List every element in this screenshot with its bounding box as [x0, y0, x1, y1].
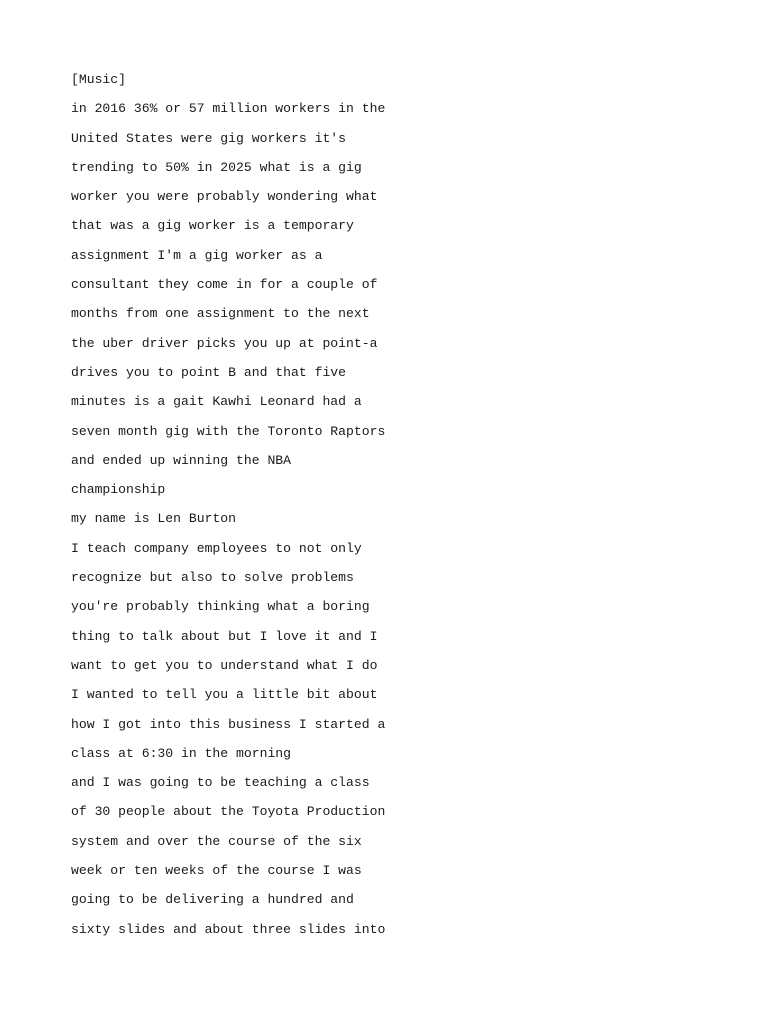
transcript-line: in 2016 36% or 57 million workers in the — [71, 101, 386, 117]
transcript-line: how I got into this business I started a — [71, 716, 386, 732]
transcript-line: and ended up winning the NBA — [71, 452, 292, 468]
transcript-line: minutes is a gait Kawhi Leonard had a — [71, 394, 362, 410]
transcript-line: drives you to point B and that five — [71, 364, 347, 380]
transcript-line: assignment I'm a gig worker as a — [71, 247, 323, 263]
transcript-line: trending to 50% in 2025 what is a gig — [71, 159, 362, 175]
transcript-line: you're probably thinking what a boring — [71, 599, 370, 615]
transcript-line: that was a gig worker is a temporary — [71, 218, 354, 234]
transcript-line: my name is Len Burton — [71, 511, 237, 527]
transcript-line: week or ten weeks of the course I was — [71, 863, 362, 879]
transcript-line: I wanted to tell you a little bit about — [71, 687, 378, 703]
transcript-line: [Music] — [71, 72, 127, 87]
transcript-line: months from one assignment to the next — [71, 306, 370, 322]
transcript-line: going to be delivering a hundred and — [71, 892, 354, 908]
transcript-line: system and over the course of the six — [71, 833, 362, 849]
transcript-line: championship — [71, 482, 166, 498]
transcript-line: the uber driver picks you up at point-a — [71, 335, 378, 351]
transcript-text — [71, 69, 385, 948]
transcript-line: United States were gig workers it's — [71, 130, 347, 146]
transcript-line: class at 6:30 in the morning — [71, 745, 292, 761]
transcript-line: thing to talk about but I love it and I — [71, 628, 378, 644]
transcript-line: sixty slides and about three slides into — [71, 921, 386, 937]
transcript-line: seven month gig with the Toronto Raptors — [71, 423, 386, 439]
transcript-line: of 30 people about the Toyota Production — [71, 804, 386, 820]
transcript-line: consultant they come in for a couple of — [71, 277, 378, 293]
transcript-line: and I was going to be teaching a class — [71, 775, 370, 791]
transcript-line: want to get you to understand what I do — [71, 657, 378, 673]
transcript-line: worker you were probably wondering what — [71, 189, 378, 205]
transcript-line: recognize but also to solve problems — [71, 570, 354, 586]
transcript-line: I teach company employees to not only — [71, 540, 362, 556]
